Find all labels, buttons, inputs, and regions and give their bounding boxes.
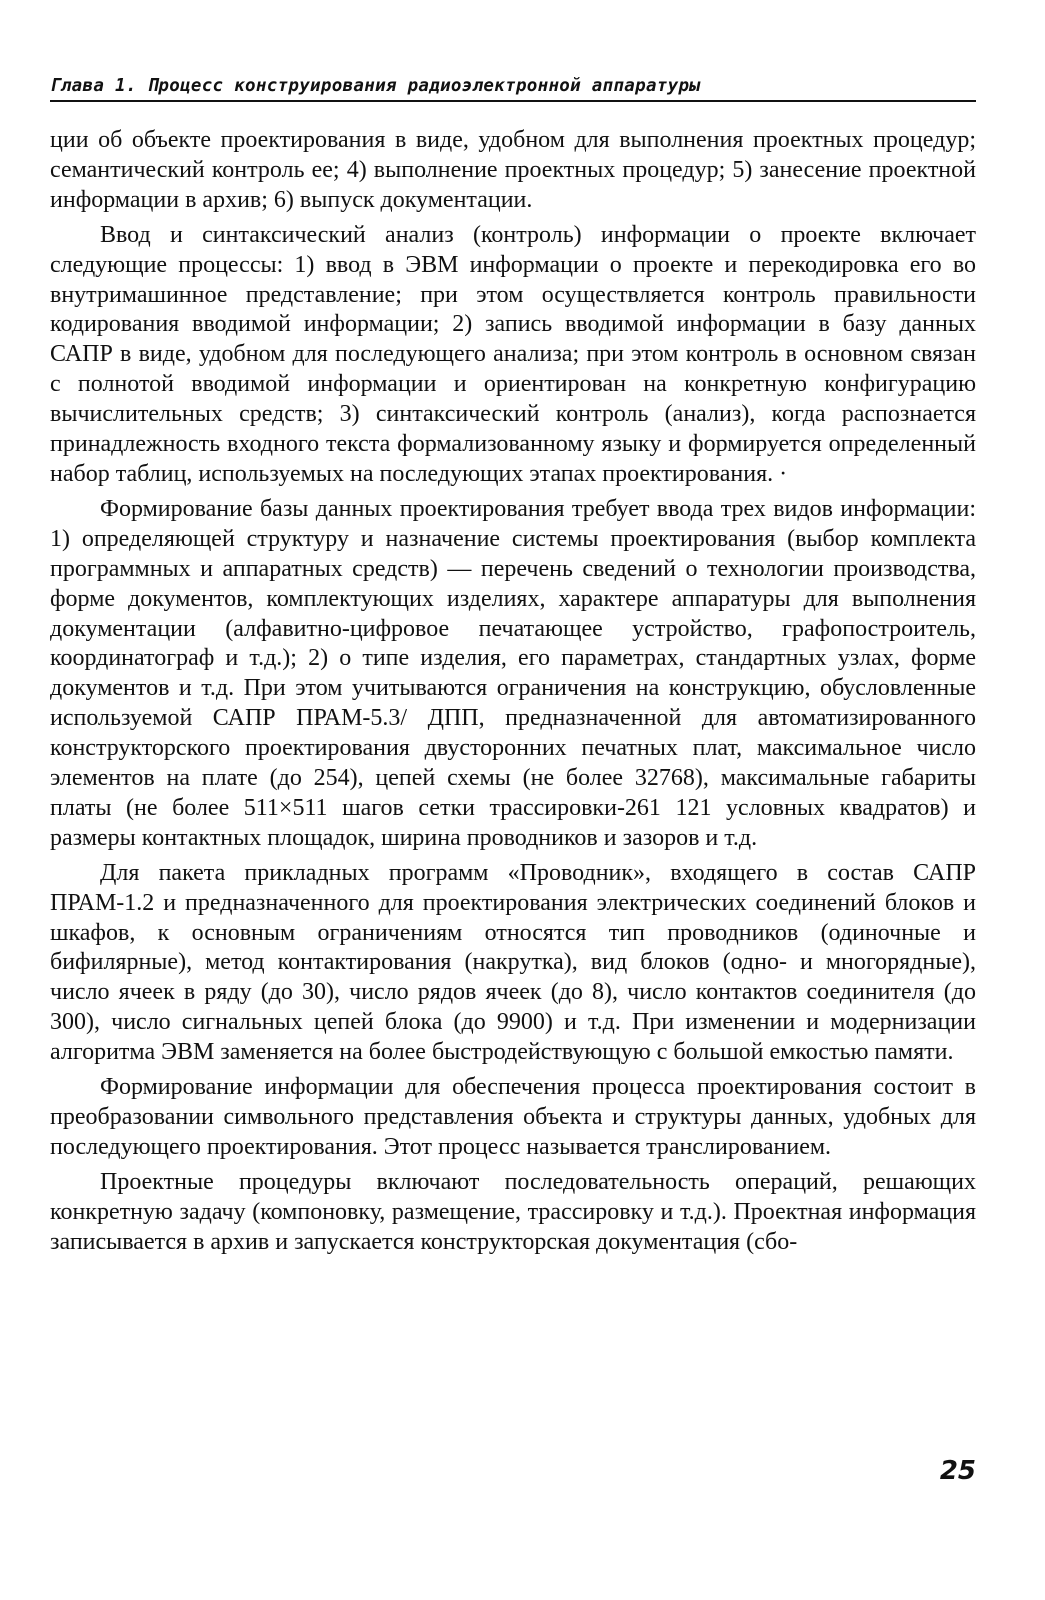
page-number: 25 bbox=[939, 1456, 976, 1486]
paragraph-continuation: ции об объекте проектирования в виде, удобном для выполнения проектных процедур; семантический контроль ее; 4) выполнение проектных процедур; 5) занесение проектной информации в архив; 6) выпуск документации. bbox=[50, 127, 976, 213]
running-head: Глава 1. Процесс конструирования радиоэлектронной аппаратуры bbox=[50, 76, 701, 96]
paragraph-provodnik-package: Для пакета прикладных программ «Проводник», входящего в состав САПР ПРАМ-1.2 и предназначенного для проектирования электрических соединений блоков и шкафов, к основным ограничениям относятся тип проводников (одиночные и бифилярные), метод контактирования (накрутка), вид блоков (одно- и многорядные), число ячеек в ряду (до 30), число рядов ячеек (до 8), число контактов соединителя (до 300), число сигнальных цепей блока (до 9900) и т.д. При изменении и модернизации алгоритма ЭВМ заменяется на более быстродействующую с большой емкостью памяти. bbox=[50, 859, 976, 1066]
paragraph-design-procedures: Проектные процедуры включают последовательность операций, решающих конкретную задачу (компоновку, размещение, трассировку и т.д.). Проектная информация записывается в архив и запускается конструкторская документация (сбо- bbox=[50, 1168, 976, 1255]
paragraph-input-syntax-analysis: Ввод и синтаксический анализ (контроль) информации о проекте включает следующие процессы: 1) ввод в ЭВМ информации о проекте и перекодировка его во внутримашинное представление; при этом осуществляется контроль правильности кодирования вводимой информации; 2) запись вводимой информации в базу данных САПР в виде, удобном для последующего анализа; при этом контроль в основном связан с полнотой вводимой информации и ориентирован на конкретную конфигурацию вычислительных средств; 3) синтаксический контроль (анализ), когда распознается принадлежность входного текста формализованному языку и формируется определенный набор таблиц, используемых на последующих этапах проектирования. · bbox=[50, 221, 976, 487]
paragraph-design-database: Формирование базы данных проектирования требует ввода трех видов информации: 1) определяющей структуру и назначение системы проектирования (выбор комплекта программных и аппаратных средств) — перечень сведений о технологии производства, форме документов, комплектующих изделиях, характере аппаратуры для выполнения документации (алфавитно-цифровое печатающее устройство, графопостроитель, координатограф и т.д.); 2) о типе изделия, его параметрах, стандартных узлах, форме документов и т.д. При этом учитываются ограничения на конструкцию, обусловленные используемой САПР ПРАМ-5.3/ ДПП, предназначенной для автоматизированного конструкторского проектирования двусторонних печатных плат, максимальное число элементов на плате (до 254), цепей схемы (не более 32768), максимальные габариты платы (не более 511×511 шагов сетки трассировки-261 121 условных квадратов) и размеры контактных площадок, ширина проводников и зазоров и т.д. bbox=[50, 495, 976, 851]
header-rule bbox=[50, 100, 976, 102]
paragraph-information-forming: Формирование информации для обеспечения процесса проектирования состоит в преобразовании символьного представления объекта и структуры данных, удобных для последующего проектирования. Этот процесс называется транслированием. bbox=[50, 1074, 976, 1160]
body-text bbox=[50, 126, 976, 1258]
